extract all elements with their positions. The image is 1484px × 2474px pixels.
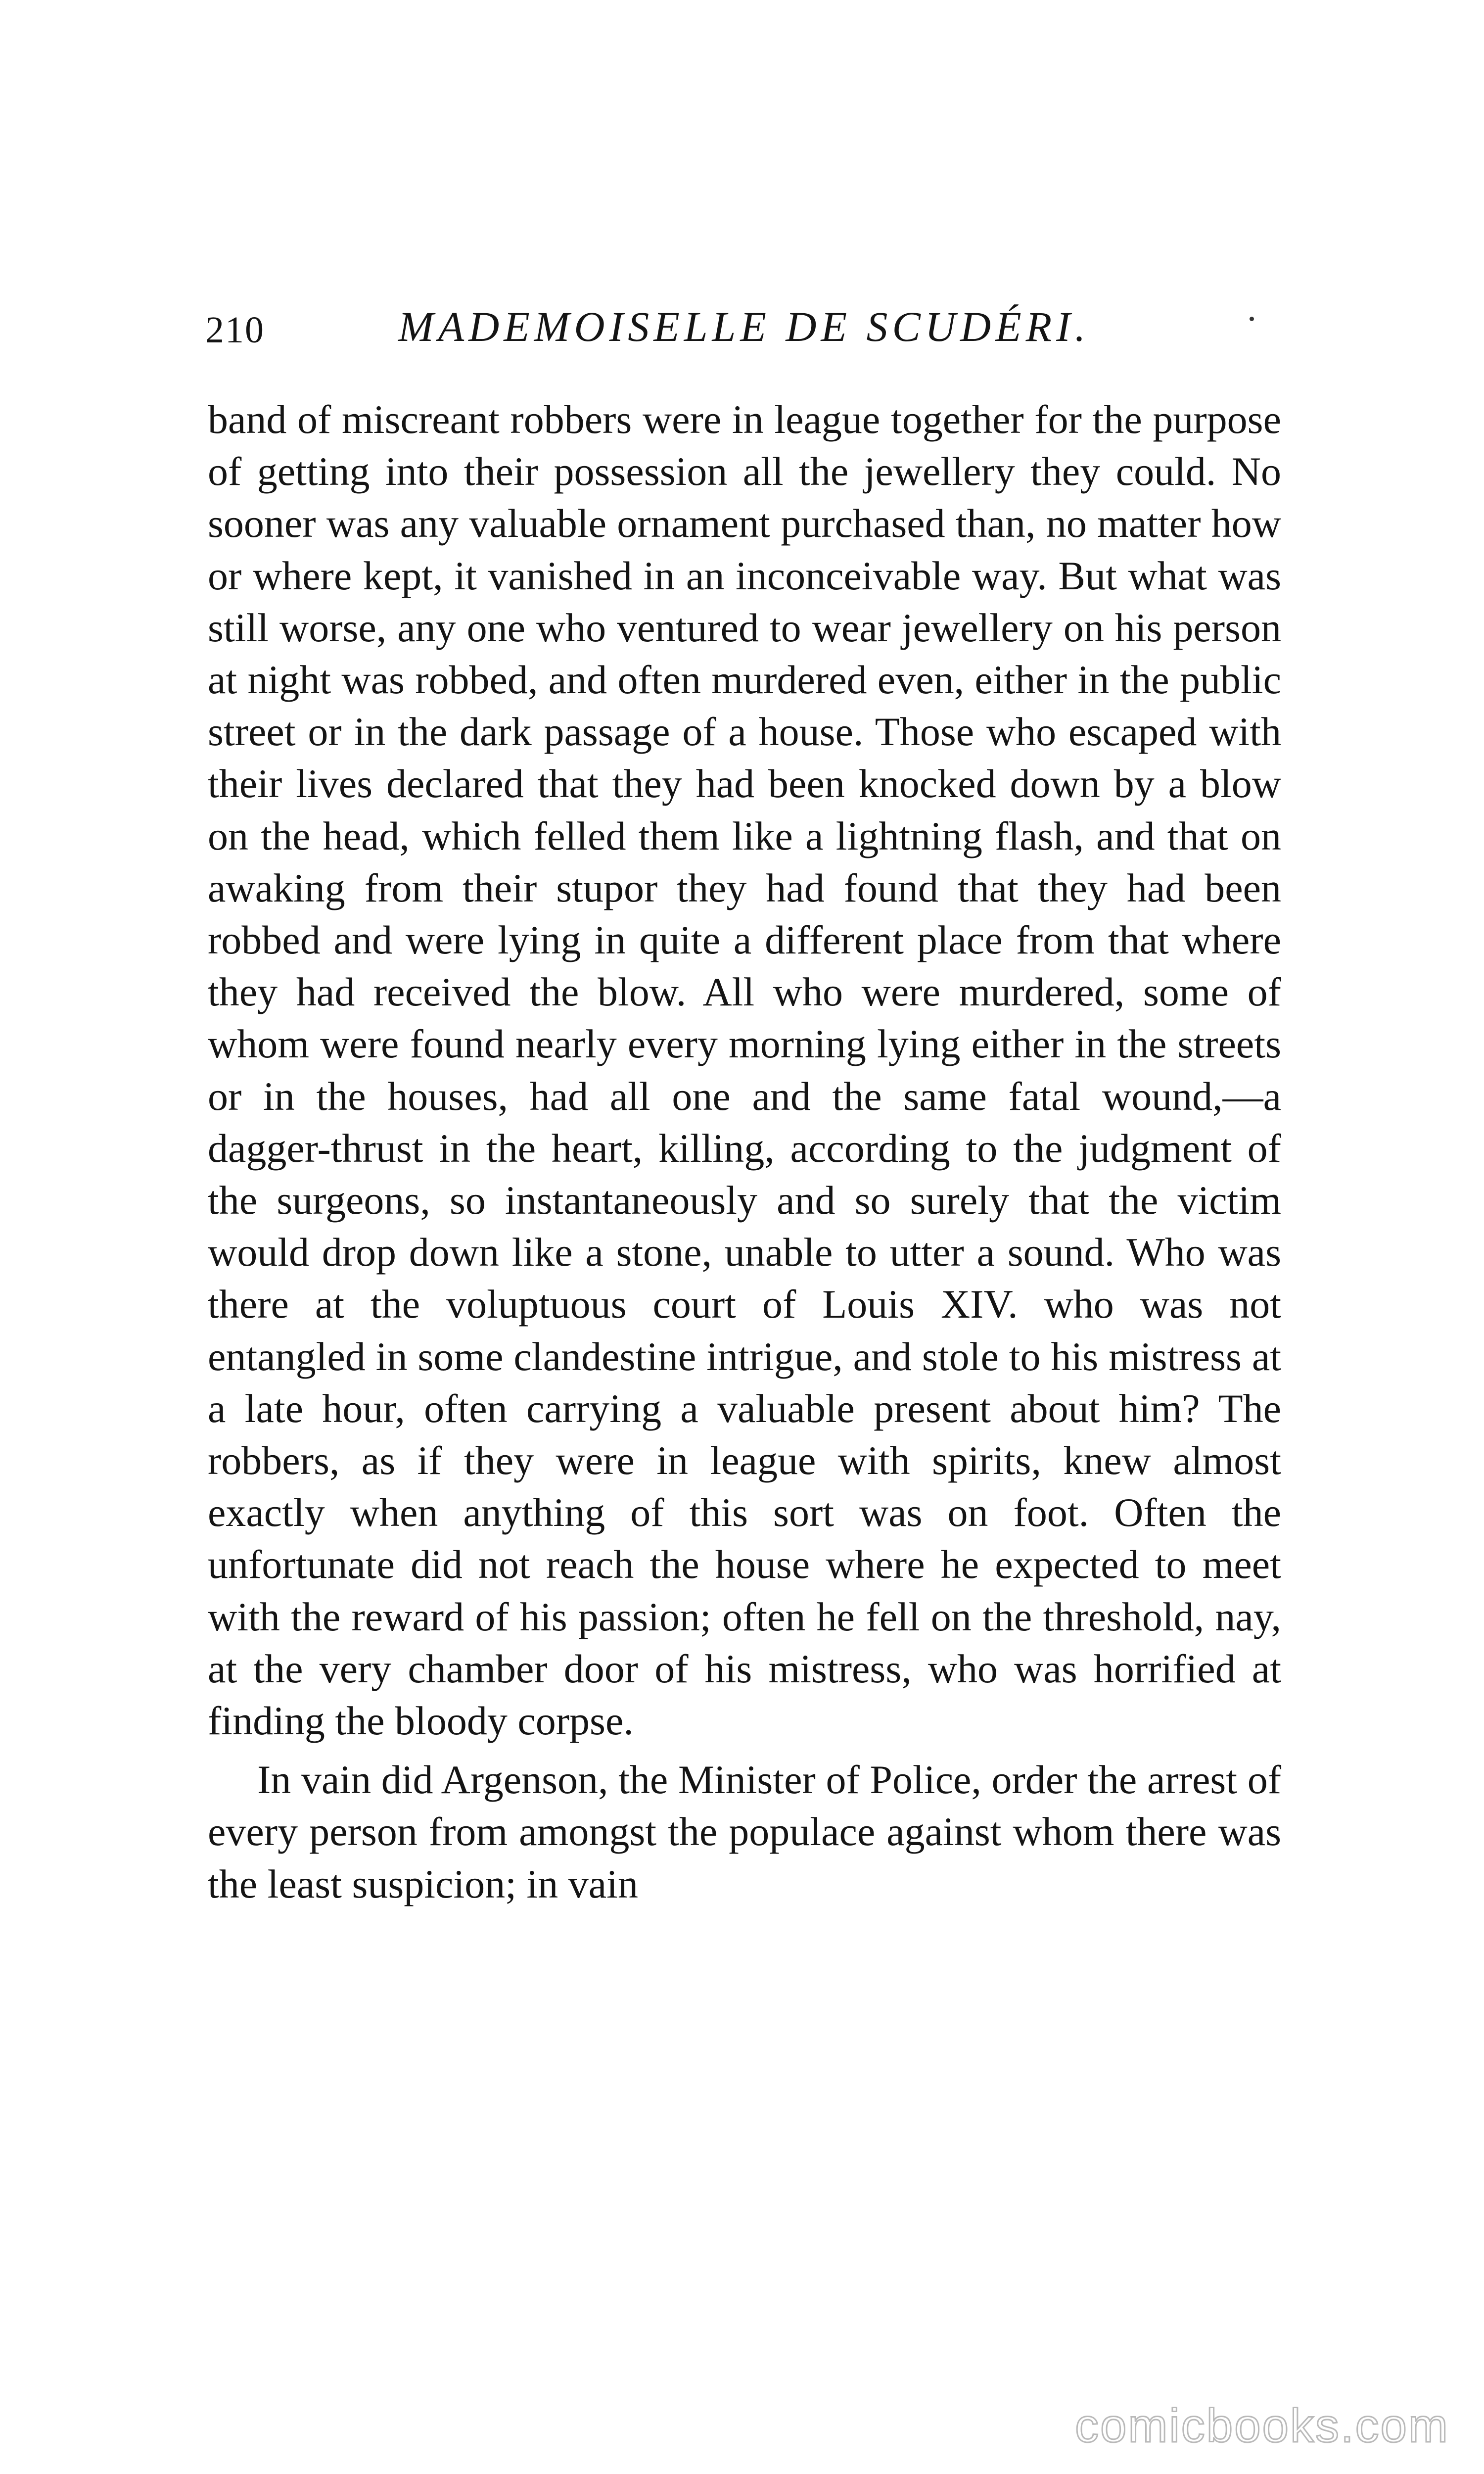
page-number: 210 — [205, 309, 265, 351]
body-text — [208, 393, 1281, 1910]
watermark: comicbooks.com — [1075, 2399, 1449, 2452]
paragraph-2: In vain did Argenson, the Minister of Police, order the arrest of every person from amongst the populace against whom there was the least suspicion; in vain — [208, 1757, 1281, 1906]
stray-mark — [1250, 317, 1254, 321]
book-title: MADEMOISELLE DE SCUDÉRI. — [398, 303, 1090, 350]
running-head — [205, 302, 1289, 361]
paragraph-1: band of miscreant robbers were in league together for the purpose of getting into their possession all the jewellery they could. No sooner was any valuable ornament purchased than, no matter how or where kept, it vanished in an inconceivable way. But what was still worse, any one who ventured to wear jewellery on his person at night was robbed, and often murdered even, either in the public street or in the dark passage of a house. Those who escaped with their lives declared that they had been knocked down by a blow on the head, which felled them like a lightning flash, and that on awaking from their stupor they had found that they had been robbed and were lying in quite a different place from that where they had received the blow. All who were murdered, some of whom were found nearly every morning lying either in the streets or in the houses, had all one and the same fatal wound,—a dagger-thrust in the heart, killing, according to the judgment of the surgeons, so instantaneously and so surely that the victim would drop down like a stone, unable to utter a sound. Who was there at the voluptuous court of Louis XIV. who was not entangled in some clandestine intrigue, and stole to his mistress at a late hour, often carrying a valuable present about him? The robbers, as if they were in league with spirits, knew almost exactly when anything of this sort was on foot. Often the unfortunate did not reach the house where he expected to meet with the reward of his passion; often he fell on the threshold, nay, at the very chamber door of his mistress, who was horrified at finding the bloody corpse. — [208, 397, 1281, 1744]
